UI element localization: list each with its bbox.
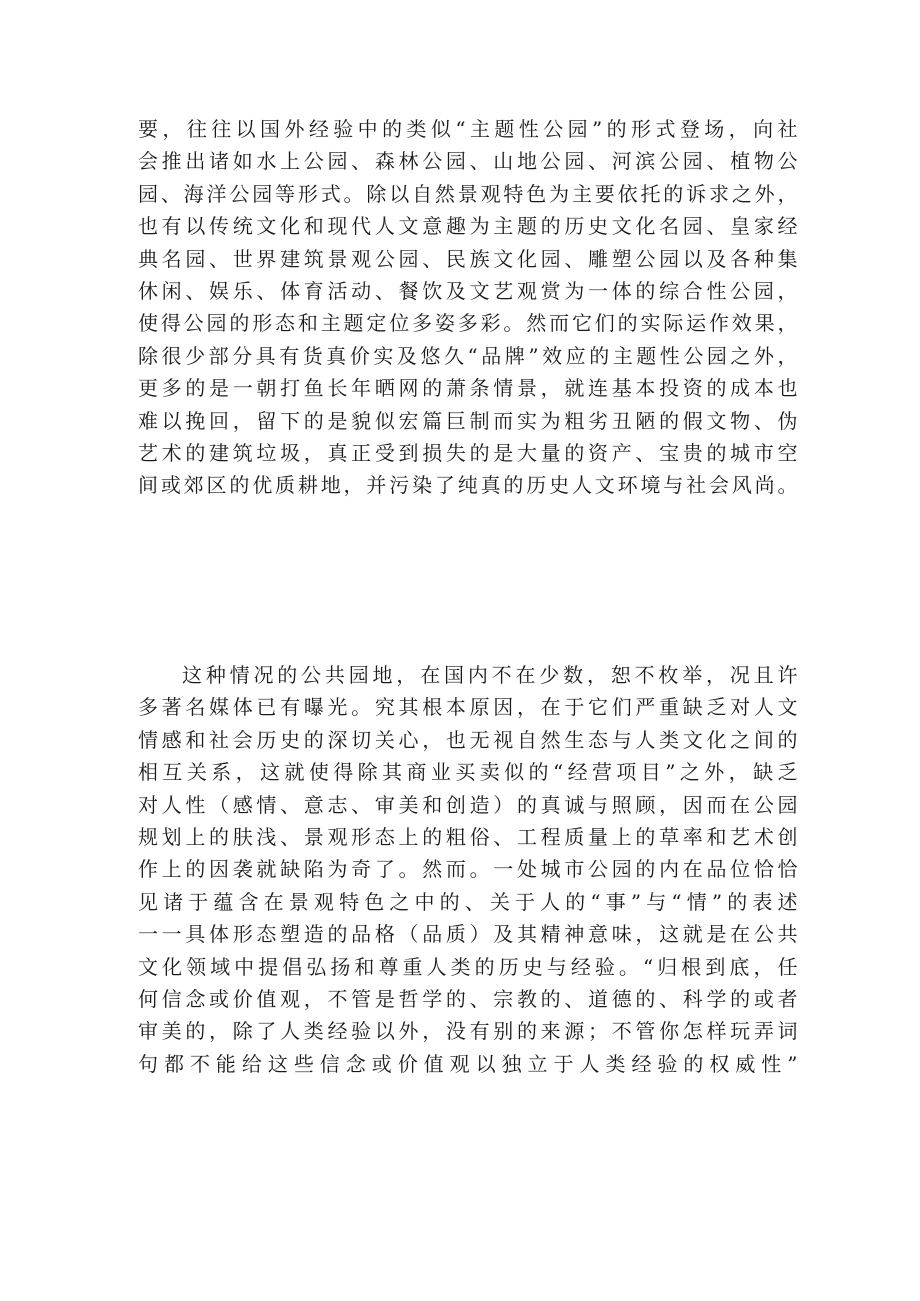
paragraph-line: 使得公园的形态和主题定位多姿多彩。然而它们的实际运作效果， <box>138 311 798 336</box>
paragraph-line: 一一具体形态塑造的品格（品质）及其精神意味，这就是在公共 <box>138 922 798 947</box>
paragraph-line: 艺术的建筑垃圾，真正受到损失的是大量的资产、宝贵的城市空 <box>138 440 798 465</box>
paragraph-line: 会推出诸如水上公园、森林公园、山地公园、河滨公园、植物公 <box>138 149 798 174</box>
paragraph-line: 休闲、娱乐、体育活动、餐饮及文艺观赏为一体的综合性公园， <box>138 278 798 303</box>
paragraph-line: 情感和社会历史的深切关心，也无视自然生态与人类文化之间的 <box>138 727 798 752</box>
paragraph-line: 典名园、世界建筑景观公园、民族文化园、雕塑公园以及各种集 <box>138 246 798 271</box>
paragraph-line: 更多的是一朝打鱼长年晒网的萧条情景，就连基本投资的成本也 <box>138 376 798 401</box>
paragraph-line: 作上的因袭就缺陷为奇了。然而。一处城市公园的内在品位恰恰 <box>138 857 798 882</box>
paragraph-2 <box>138 659 798 1080</box>
paragraph-line: 也有以传统文化和现代人文意趣为主题的历史文化名园、皇家经 <box>138 214 798 239</box>
paragraph-line: 规划上的肤浅、景观形态上的粗俗、工程质量上的草率和艺术创 <box>138 824 798 849</box>
paragraph-line: 审美的，除了人类经验以外，没有别的来源；不管你怎样玩弄词 <box>138 1019 798 1044</box>
paragraph-1 <box>138 113 798 502</box>
paragraph-line: 难以挽回，留下的是貌似宏篇巨制而实为粗劣丑陋的假文物、伪 <box>138 408 798 433</box>
paragraph-line: 相互关系，这就使得除其商业买卖似的“经营项目”之外，缺乏 <box>138 760 798 785</box>
paragraph-line: 间或郊区的优质耕地，并污染了纯真的历史人文环境与社会风尚。 <box>138 473 798 498</box>
paragraph-line: 除很少部分具有货真价实及悠久“品牌”效应的主题性公园之外， <box>138 343 798 368</box>
paragraph-line: 多著名媒体已有曝光。究其根本原因，在于它们严重缺乏对人文 <box>138 695 798 720</box>
paragraph-line: 园、海洋公园等形式。除以自然景观特色为主要依托的诉求之外， <box>138 181 798 206</box>
paragraph-line: 见诸于蕴含在景观特色之中的、关于人的“事”与“情”的表述 <box>138 889 798 914</box>
paragraph-line: 这种情况的公共园地，在国内不在少数，恕不枚举，况且许 <box>182 663 798 687</box>
paragraph-line: 句都不能给这些信念或价值观以独立于人类经验的权威性” <box>138 1051 798 1076</box>
paragraph-line: 要，往往以国外经验中的类似“主题性公园”的形式登场，向社 <box>138 117 798 141</box>
paragraph-line: 对人性（感情、意志、审美和创造）的真诚与照顾，因而在公园 <box>138 792 798 817</box>
paragraph-line: 文化领域中提倡弘扬和尊重人类的历史与经验。“归根到底，任 <box>138 954 798 979</box>
paragraph-line: 何信念或价值观，不管是哲学的、宗教的、道德的、科学的或者 <box>138 986 798 1011</box>
